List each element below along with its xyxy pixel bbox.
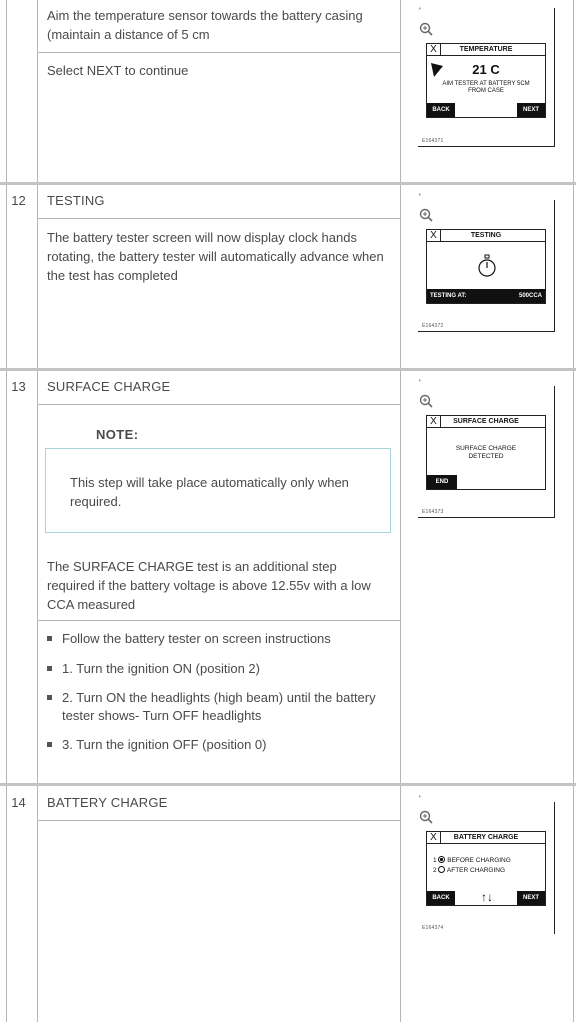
figure-border — [554, 386, 555, 517]
figure-tick: ' — [419, 794, 421, 804]
bullet-icon — [47, 695, 52, 700]
figure-tick: ' — [419, 378, 421, 388]
close-icon[interactable]: X — [427, 416, 441, 428]
image-reference: E164372 — [422, 323, 444, 329]
radio-empty-icon — [438, 866, 445, 873]
close-icon[interactable]: X — [427, 44, 441, 56]
cca-value: 500CCA — [518, 293, 542, 299]
step-number: 14 — [11, 795, 26, 810]
back-button[interactable]: BACK — [427, 891, 455, 905]
row-divider — [37, 404, 400, 405]
step-text: Aim the temperature sensor towards the battery casing (maintain a distance of 5 cm — [47, 8, 363, 42]
step-title: SURFACE CHARGE — [47, 379, 171, 394]
row-divider — [37, 620, 400, 621]
bullet-icon — [47, 742, 52, 747]
screen-header: TEMPERATURE — [427, 44, 545, 56]
figure-tick: ' — [419, 6, 421, 16]
bullet-icon — [47, 666, 52, 671]
figure-border — [418, 146, 555, 147]
end-button[interactable]: END — [427, 475, 457, 489]
up-down-arrows-icon[interactable]: ↑↓ — [481, 890, 493, 904]
step-number: 13 — [11, 379, 26, 394]
list-item: 2. Turn ON the headlights (high beam) until the battery tester shows- Turn OFF headlights — [47, 689, 387, 725]
screen-header: SURFACE CHARGE — [427, 416, 545, 428]
testing-at-label: TESTING AT: — [430, 293, 467, 299]
tester-screen-testing — [426, 229, 546, 304]
table-col-divider — [400, 0, 401, 1022]
back-button[interactable]: BACK — [427, 103, 455, 117]
image-reference: E164374 — [422, 925, 444, 931]
note-text: This step will take place automatically only when required. — [70, 475, 349, 509]
row-divider — [37, 52, 400, 53]
screen-message: AIM TESTER AT BATTERY 5CM FROM CASE — [442, 81, 530, 94]
temperature-reading: 21 C — [472, 62, 500, 77]
row-divider — [37, 820, 400, 821]
figure-border — [418, 517, 555, 518]
next-button[interactable]: NEXT — [517, 891, 545, 905]
step-title: TESTING — [47, 193, 105, 208]
list-item: Follow the battery tester on screen instructions — [47, 630, 387, 648]
step-text: The battery tester screen will now display clock hands rotating, the battery tester will automatically advance when the test has completed — [47, 230, 384, 283]
zoom-icon[interactable] — [419, 394, 433, 408]
figure-border — [554, 802, 555, 934]
image-reference: E164373 — [422, 509, 444, 515]
table-border-left — [6, 0, 7, 1022]
step-text: Select NEXT to continue — [47, 63, 189, 78]
zoom-icon[interactable] — [419, 22, 433, 36]
screen-header: BATTERY CHARGE — [427, 832, 545, 844]
figure-border — [418, 331, 555, 332]
row-divider — [37, 218, 400, 219]
table-col-divider — [37, 0, 38, 1022]
close-icon[interactable]: X — [427, 832, 441, 844]
list-item: 1. Turn the ignition ON (position 2) — [47, 660, 387, 678]
image-reference: E164371 — [422, 138, 444, 144]
list-item: 3. Turn the ignition OFF (position 0) — [47, 736, 387, 754]
step-number: 12 — [11, 193, 26, 208]
screen-footer — [427, 289, 545, 303]
stopwatch-icon — [477, 254, 497, 278]
note-box — [45, 448, 391, 533]
zoom-icon[interactable] — [419, 810, 433, 824]
row-divider — [0, 783, 576, 786]
step-text: The SURFACE CHARGE test is an additional step required if the battery voltage is above 12.55v with a low CCA measured — [47, 559, 371, 612]
screen-header: TESTING — [427, 230, 545, 242]
option-before-charging[interactable]: 1 BEFORE CHARGING — [433, 857, 511, 864]
next-button[interactable]: NEXT — [517, 103, 545, 117]
radio-selected-icon — [438, 856, 445, 863]
tester-screen-battery-charge — [426, 831, 546, 906]
figure-tick: ' — [419, 192, 421, 202]
bullet-icon — [47, 636, 52, 641]
zoom-icon[interactable] — [419, 208, 433, 222]
note-label: NOTE: — [96, 427, 139, 442]
close-icon[interactable]: X — [427, 230, 441, 242]
table-border-right — [573, 0, 574, 1022]
row-divider — [0, 182, 576, 185]
tester-screen-temperature — [426, 43, 546, 118]
row-divider — [0, 368, 576, 371]
figure-border — [554, 200, 555, 331]
option-after-charging[interactable]: 2 AFTER CHARGING — [433, 867, 506, 874]
screen-message: SURFACE CHARGE DETECTED — [455, 445, 517, 460]
tester-screen-surface-charge — [426, 415, 546, 490]
step-title: BATTERY CHARGE — [47, 795, 168, 810]
figure-border — [554, 8, 555, 146]
